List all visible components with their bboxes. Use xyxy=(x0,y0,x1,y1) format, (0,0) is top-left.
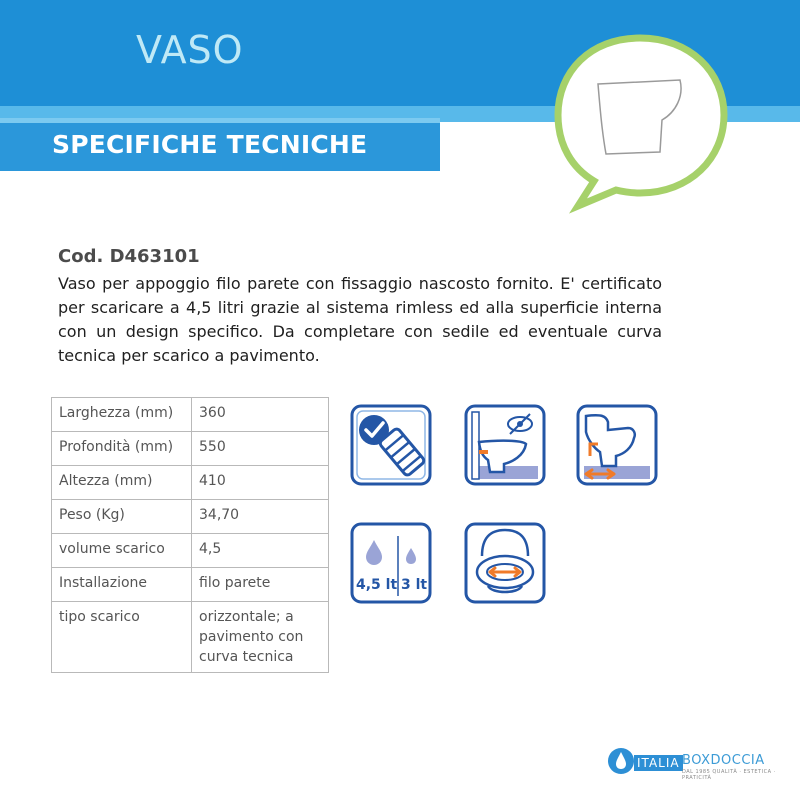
brand-italia: ITALIA xyxy=(634,755,683,771)
brand-tagline: DAL 1985 QUALITÀ · ESTETICA · PRATICITÀ xyxy=(682,769,776,781)
table-row xyxy=(52,602,329,673)
spec-table xyxy=(51,397,329,673)
spec-value: 34,70 xyxy=(192,500,329,534)
spec-label: Profondità (mm) xyxy=(52,432,192,466)
spec-label: Altezza (mm) xyxy=(52,466,192,500)
table-row xyxy=(52,398,329,432)
table-row xyxy=(52,534,329,568)
brand-logo-icon xyxy=(606,746,636,776)
table-row xyxy=(52,432,329,466)
horizontal-drain-icon xyxy=(576,404,658,486)
spec-label: tipo scarico xyxy=(52,602,192,673)
spec-value: 410 xyxy=(192,466,329,500)
spec-label: Installazione xyxy=(52,568,192,602)
fixing-kit-icon xyxy=(350,404,432,486)
product-description: Vaso per appoggio filo parete con fissaggio nascosto fornito. E' certificato per scaricare a 4,5 litri grazie al sistema rimless ed alla superficie interna con un design specifico. Da completare con sedile ed eventuale curva tecnica per scarico a pavimento. xyxy=(58,274,662,365)
spec-value: 550 xyxy=(192,432,329,466)
header-banner xyxy=(0,0,800,220)
spec-value: orizzontale; a pavimento con curva tecnica xyxy=(192,602,329,673)
spec-value: 360 xyxy=(192,398,329,432)
product-code: Cod. D463101 xyxy=(58,246,200,267)
dual-flush-icon xyxy=(350,522,432,604)
spec-label: volume scarico xyxy=(52,534,192,568)
rimless-bowl-icon xyxy=(464,522,546,604)
spec-value: 4,5 xyxy=(192,534,329,568)
table-row xyxy=(52,568,329,602)
spec-label: Peso (Kg) xyxy=(52,500,192,534)
brand-name: BOXDOCCIA xyxy=(682,753,765,768)
spec-value: filo parete xyxy=(192,568,329,602)
table-row xyxy=(52,500,329,534)
spec-label: Larghezza (mm) xyxy=(52,398,192,432)
flush-big-label: 4,5 lt xyxy=(356,577,398,593)
flush-small-label: 3 lt xyxy=(401,577,428,593)
table-row xyxy=(52,466,329,500)
page-title: VASO xyxy=(136,28,244,72)
section-title: SPECIFICHE TECNICHE xyxy=(52,130,368,159)
hidden-fixing-icon xyxy=(464,404,546,486)
